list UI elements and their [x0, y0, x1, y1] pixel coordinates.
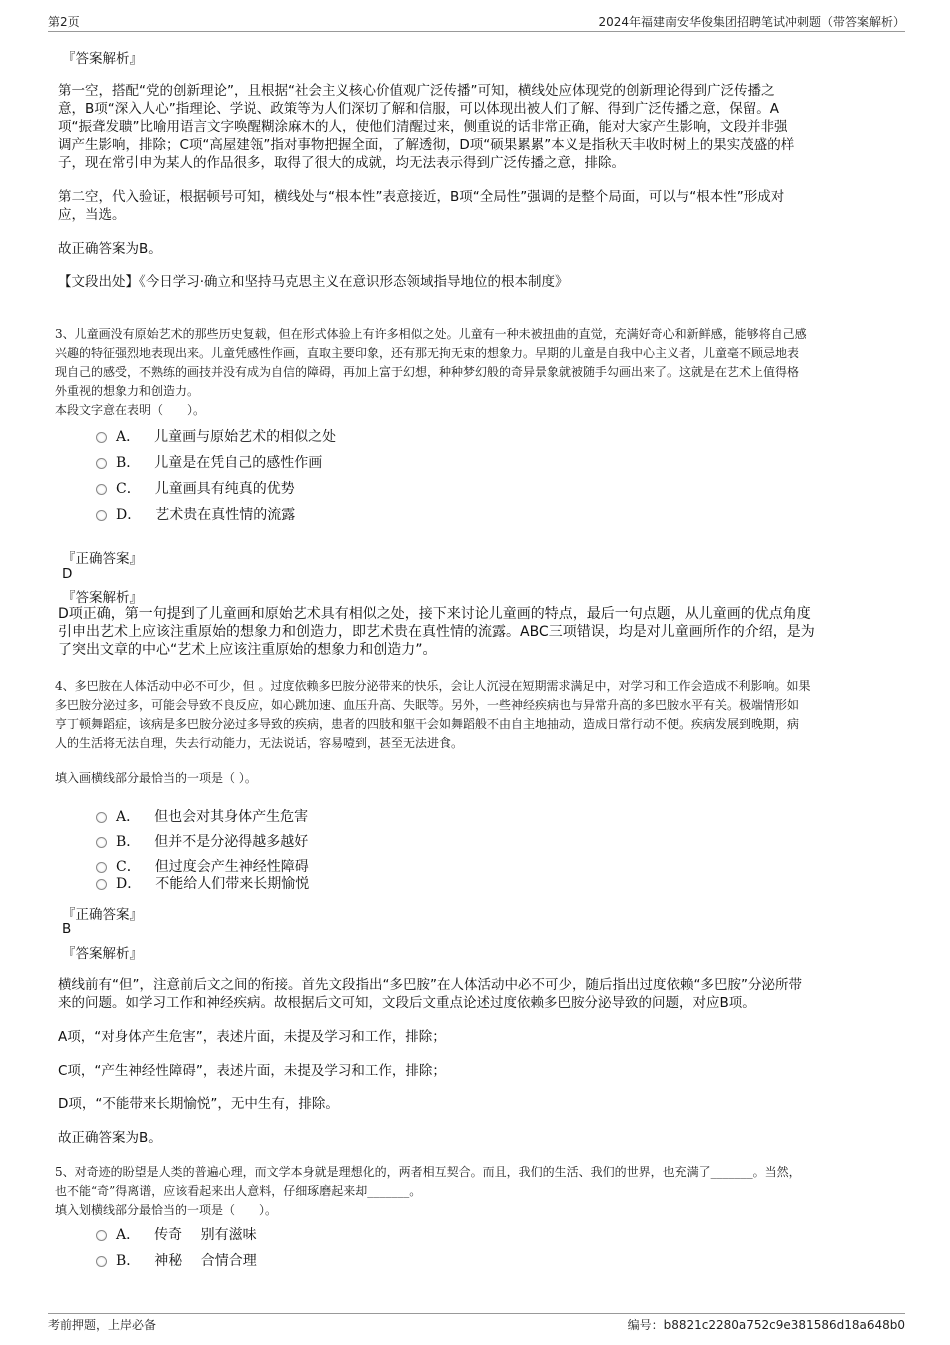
q4-stem: [55, 677, 900, 753]
q3-option-b[interactable]: [96, 452, 322, 474]
q4-note-a: A项，“对身体产生危害”，表述片面，未提及学习和工作，排除；: [58, 1029, 446, 1045]
q2-analysis-para1: [58, 82, 888, 172]
document-title: 2024年福建南安华俊集团招聘笔试冲刺题（带答案解析）: [598, 15, 905, 29]
text-line: 调产生影响，排除；C项“高屋建瓴”指对事物把握全面，了解透彻，D项“硕果累累”本义是指秋天丰收时树上的果实茂盛的样: [58, 137, 795, 153]
option-text: 儿童画与原始艺术的相似之处: [154, 429, 337, 445]
text-line: 亨丁顿舞蹈症，该病是多巴胺分泌过多导致的疾病，患者的四肢和躯干会如舞蹈般不由自主地抽动，造成日常行动不便。疾病发展到晚期，病: [55, 717, 800, 731]
text-line: 也不能“奇”得离谱，应该看起来出人意料，仔细琢磨起来却_______。: [55, 1184, 422, 1198]
q3-option-c[interactable]: [96, 478, 295, 500]
text-line: 5、对奇迹的盼望是人类的普遍心理，而文学本身就是理想化的，两者相互契合。而且，我们的生活、我们的世界，也充满了_______。当然，: [55, 1165, 801, 1179]
option-key: B．: [116, 1253, 141, 1269]
text-line: 引申出艺术上应该注重原始的想象力和创造力，即艺术贵在真性情的流露。ABC三项错误，均是对儿童画所作的介绍，是为: [58, 624, 815, 640]
q3-option-a[interactable]: [96, 426, 336, 448]
text-line: 4、多巴胺在人体活动中必不可少，但 。过度依赖多巴胺分泌带来的快乐，会让人沉浸在短期需求满足中，对学习和工作会造成不利影响。如果: [55, 679, 811, 693]
q2-analysis-label: 『答案解析』: [62, 51, 143, 67]
text-line: 现自己的感受，不熟练的画技并没有成为自信的障碍，再加上富于幻想，种种梦幻般的奇异景象就被随手勾画出来了。这就是在艺术上值得格: [55, 365, 800, 379]
footer-slogan: 考前押题，上岸必备: [48, 1318, 157, 1332]
option-text: 但并不是分泌得越多越好: [154, 834, 309, 850]
text-line: 填入划横线部分最恰当的一项是（ ）。: [55, 1203, 278, 1217]
q4-option-d[interactable]: [96, 873, 309, 895]
q3-correct-label: 『正确答案』: [62, 551, 143, 567]
option-key: D．: [116, 876, 142, 892]
option-text: 神秘 合情合理: [154, 1253, 257, 1269]
text-line: 应，当选。: [58, 207, 126, 223]
radio-button[interactable]: [96, 862, 107, 873]
radio-button[interactable]: [96, 510, 107, 521]
option-text: 艺术贵在真性情的流露: [155, 507, 296, 523]
q4-note-d: D项，“不能带来长期愉悦”，无中生有，排除。: [58, 1096, 339, 1112]
text-line: 多巴胺分泌过多，可能会导致不良反应，如心跳加速、血压升高、失眠等。另外，一些神经疾病也与异常升高的多巴胺水平有关。极端情形如: [55, 698, 800, 712]
q4-analysis-label: 『答案解析』: [62, 946, 143, 962]
text-line: 子，现在常引申为某人的作品很多，取得了很大的成就，均无法表示得到广泛传播之意，排除。: [58, 155, 625, 171]
q4-note-c: C项，“产生神经性障碍”，表述片面，未提及学习和工作，排除；: [58, 1063, 446, 1079]
option-key: B．: [116, 834, 141, 850]
q3-analysis-label: 『答案解析』: [62, 590, 143, 606]
option-key: C．: [116, 481, 141, 497]
text-line: 人的生活将无法自理，失去行动能力，无法说话，容易噎到，甚至无法进食。: [55, 736, 464, 750]
radio-button[interactable]: [96, 837, 107, 848]
q2-source: 【文段出处】《今日学习·确立和坚持马克思主义在意识形态领域指导地位的根本制度》: [58, 274, 569, 290]
q3-analysis: [58, 605, 888, 659]
page-number: 第2页: [48, 15, 80, 29]
radio-button[interactable]: [96, 458, 107, 469]
option-text: 传奇 别有滋味: [154, 1227, 257, 1243]
text-line: 本段文字意在表明（ ）。: [55, 403, 206, 417]
q3-stem: [55, 325, 900, 420]
option-key: B．: [116, 455, 141, 471]
q3-option-d[interactable]: [96, 504, 295, 526]
option-key: C．: [116, 859, 141, 875]
radio-button[interactable]: [96, 484, 107, 495]
radio-button[interactable]: [96, 432, 107, 443]
option-text: 但过度会产生神经性障碍: [154, 859, 309, 875]
q5-stem: [55, 1163, 900, 1220]
text-line: 了突出文章的中心“艺术上应该注重原始的想象力和创造力”。: [58, 642, 437, 658]
option-text: 不能给人们带来长期愉悦: [155, 876, 310, 892]
radio-button[interactable]: [96, 812, 107, 823]
radio-button[interactable]: [96, 879, 107, 890]
q4-conclusion: 故正确答案为B。: [58, 1130, 162, 1146]
q2-analysis-para2: [58, 188, 888, 224]
text-line: 横线前有“但”，注意前后文之间的衔接。首先文段指出“多巴胺”在人体活动中必不可少，随后指出过度依赖“多巴胺”分泌所带: [58, 977, 802, 993]
q5-option-a[interactable]: [96, 1224, 257, 1246]
text-line: 第一空，搭配“党的创新理论”，且根据“社会主义核心价值观广泛传播”可知，横线处应体现党的创新理论得到广泛传播之: [58, 83, 775, 99]
q2-conclusion: 故正确答案为B。: [58, 241, 162, 257]
option-key: A．: [116, 809, 141, 825]
page-header: [48, 13, 905, 32]
radio-button[interactable]: [96, 1230, 107, 1241]
text-line: 来的问题。如学习工作和神经疾病。故根据后文可知，文段后文重点论述过度依赖多巴胺分泌导致的问题，对应B项。: [58, 995, 756, 1011]
option-key: D．: [116, 507, 142, 523]
option-text: 儿童画具有纯真的优势: [154, 481, 295, 497]
option-text: 儿童是在凭自己的感性作画: [154, 455, 323, 471]
option-text: 但也会对其身体产生危害: [154, 809, 309, 825]
q4-correct-answer: B: [62, 921, 72, 937]
text-line: 项“振聋发聩”比喻用语言文字唤醒糊涂麻木的人，使他们清醒过来，侧重说的话非常正确，能对大家产生影响，文段并非强: [58, 119, 788, 135]
option-key: A．: [116, 429, 141, 445]
q4-analysis: [58, 976, 888, 1012]
q3-correct-answer: D: [62, 566, 73, 582]
page-footer: [48, 1313, 905, 1334]
text-line: 外重视的想象力和创造力。: [55, 384, 200, 398]
q4-prompt: 填入画横线部分最恰当的一项是（ ）。: [55, 771, 257, 785]
text-line: 第二空，代入验证，根据顿号可知，横线处与“根本性”表意接近，B项“全局性”强调的是整个局面，可以与“根本性”形成对: [58, 189, 785, 205]
q4-correct-label: 『正确答案』: [62, 907, 143, 923]
text-line: D项正确，第一句提到了儿童画和原始艺术具有相似之处，接下来讨论儿童画的特点，最后一句点题，从儿童画的优点角度: [58, 606, 811, 622]
radio-button[interactable]: [96, 1256, 107, 1267]
q4-option-a[interactable]: [96, 806, 308, 828]
text-line: 意，B项“深入人心”指理论、学说、政策等为人们深切了解和信服，可以体现出被人们了解、得到广泛传播之意，保留。A: [58, 101, 779, 117]
q5-option-b[interactable]: [96, 1250, 257, 1272]
text-line: 兴趣的特征强烈地表现出来。儿童凭感性作画，直取主要印象，还有那无拘无束的想象力。早期的儿童是自我中心主义者，儿童毫不顾忌地表: [55, 346, 800, 360]
option-key: A．: [116, 1227, 141, 1243]
text-line: 3、儿童画没有原始艺术的那些历史复载，但在形式体验上有许多相似之处。儿童有一种未被扭曲的直觉，充满好奇心和新鲜感，能够将自己感: [55, 327, 807, 341]
document-id: 编号：b8821c2280a752c9e381586d18a648b0: [627, 1318, 905, 1332]
q4-option-b[interactable]: [96, 831, 308, 853]
